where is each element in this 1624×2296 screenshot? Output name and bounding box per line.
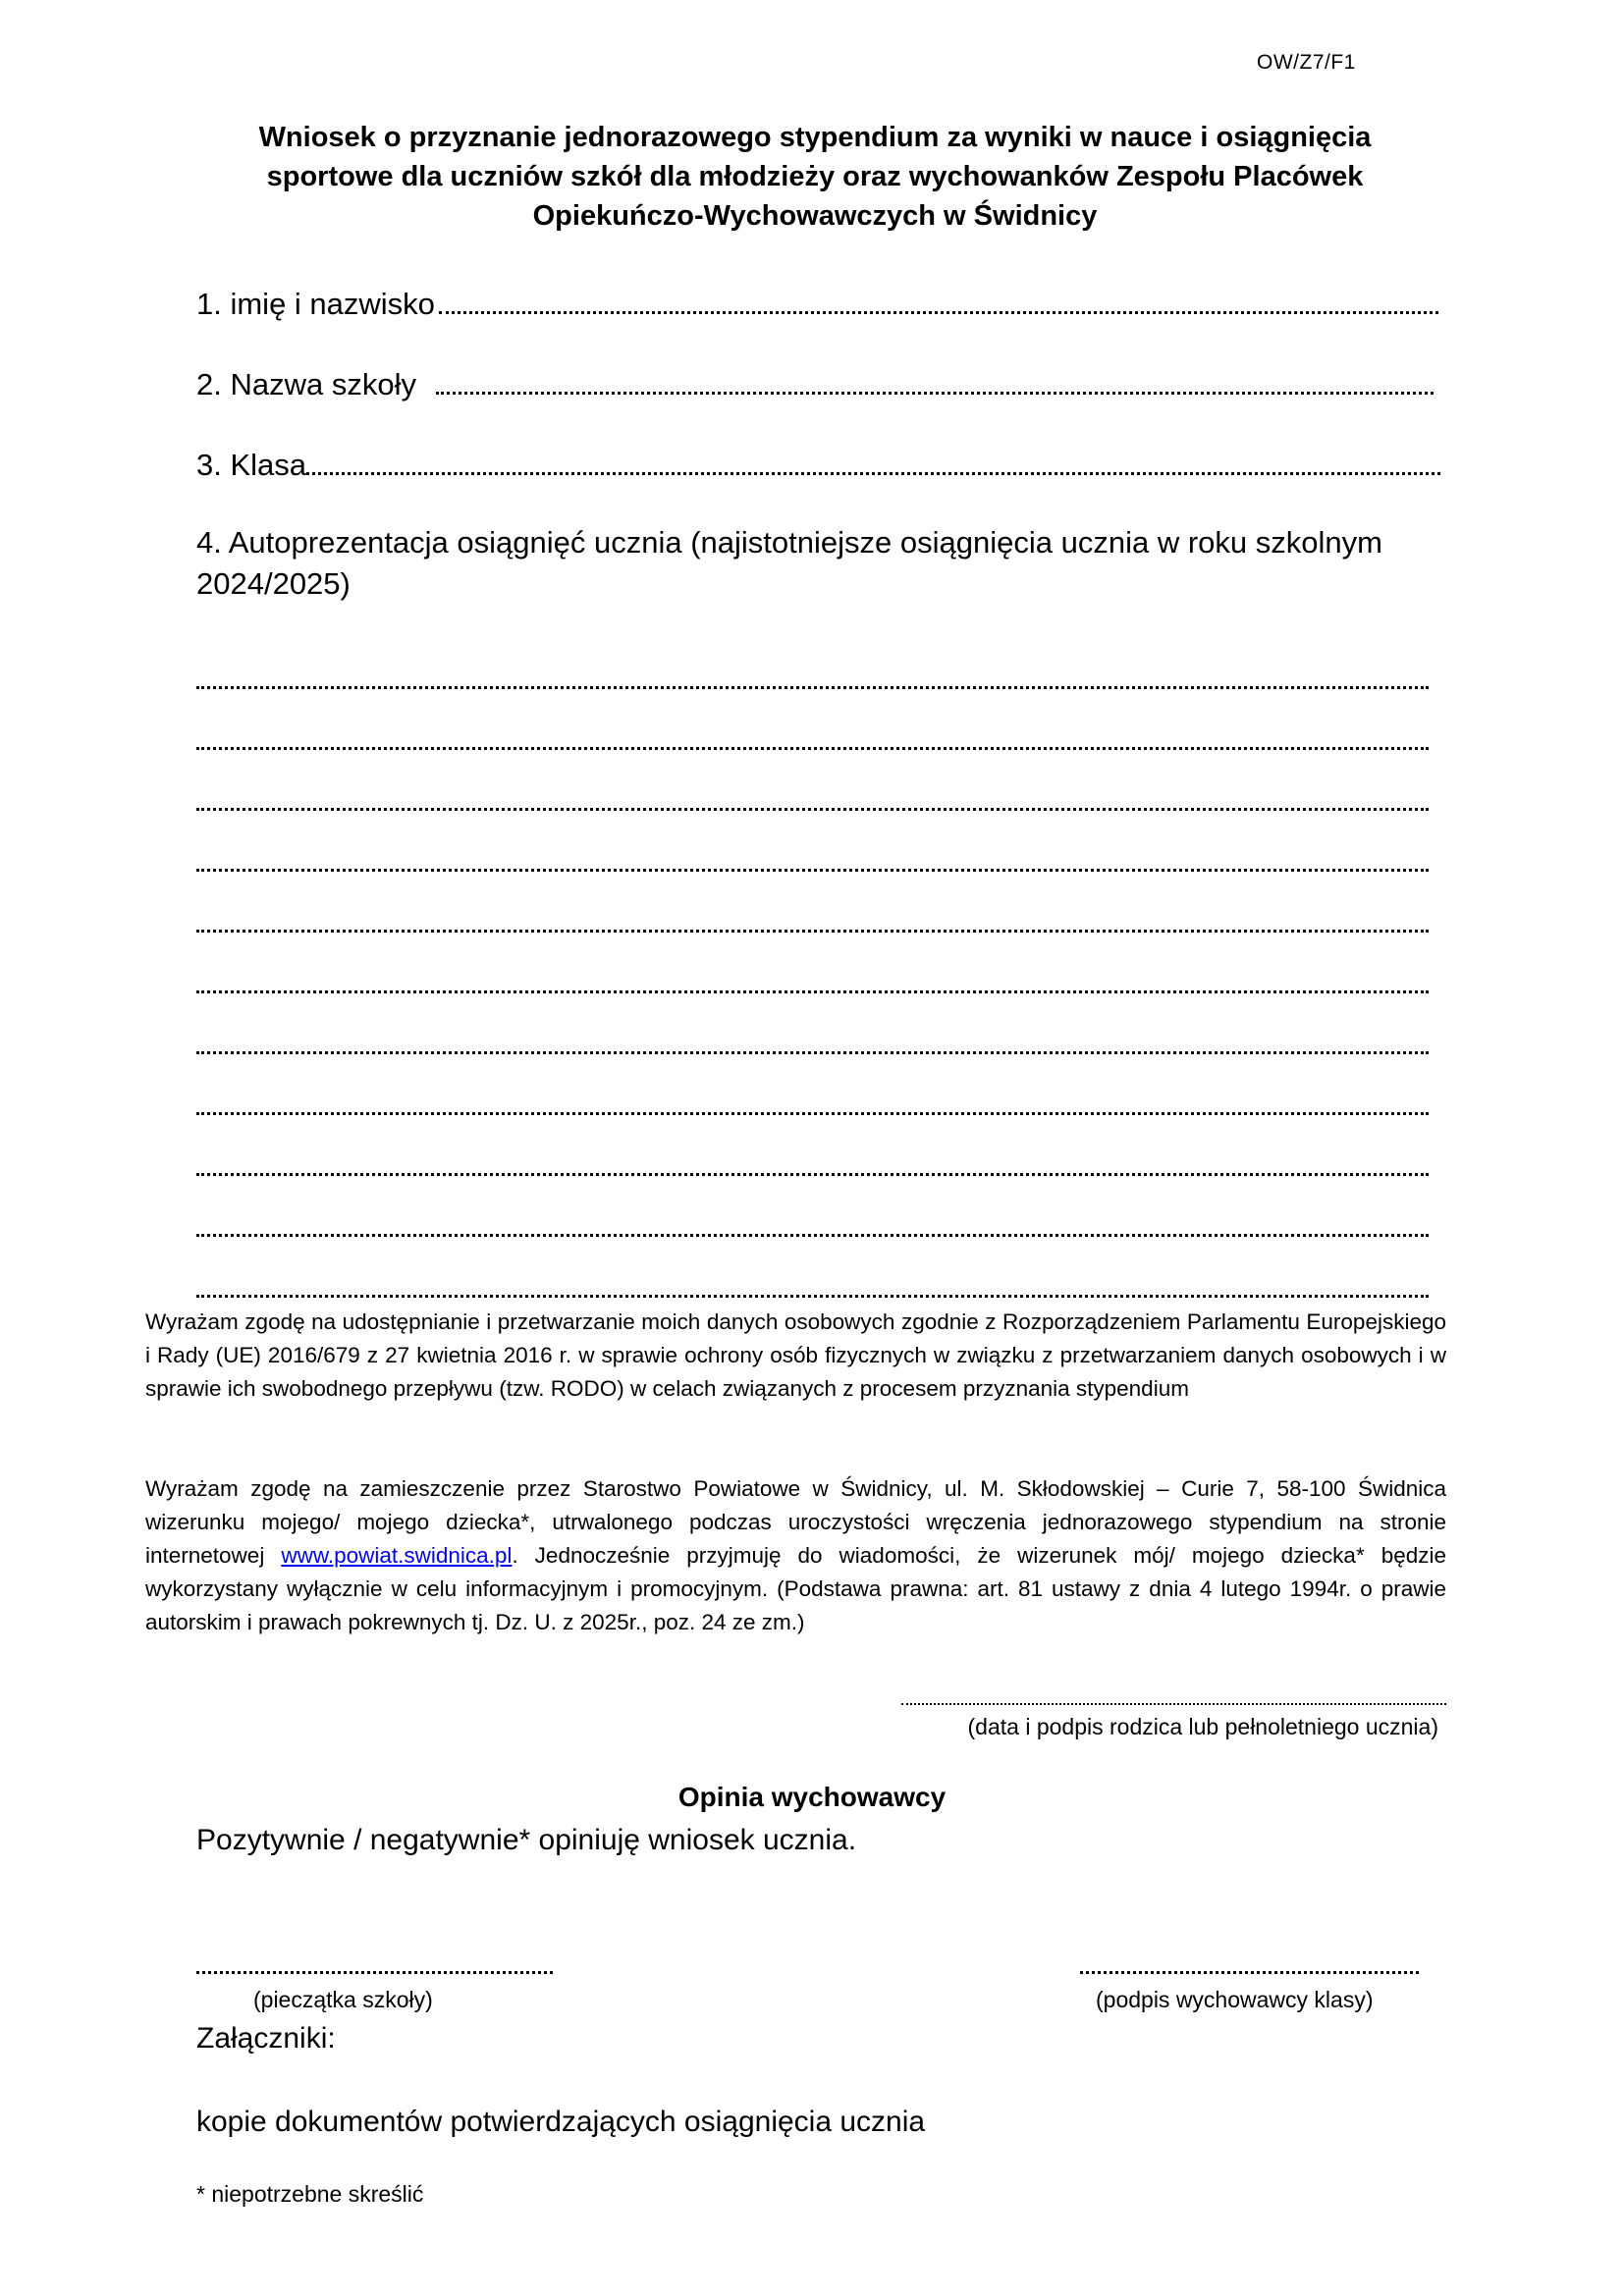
school-stamp-line[interactable] bbox=[196, 1971, 553, 1974]
achievements-line[interactable] bbox=[196, 933, 1429, 993]
achievements-line[interactable] bbox=[196, 1176, 1429, 1237]
opinion-heading: Opinia wychowawcy bbox=[677, 1782, 947, 1812]
achievements-line[interactable] bbox=[196, 872, 1429, 933]
county-website-link[interactable]: www.powiat.swidnica.pl bbox=[281, 1543, 513, 1568]
rodo-consent-paragraph: Wyrażam zgodę na udostępnianie i przetwarzanie moich danych osobowych zgodnie z Rozporządzeniem Parlamentu Europejskiego i Rady (UE) 2016/679 z 27 kwietnia 2016 r. w sprawie ochrony osób fizycznych w związku z przetwarzaniem danych osobowych i w sprawie ich swobodnego przepływu (tzw. RODO) w celach związanych z procesem przyznania stypendium bbox=[145, 1309, 1446, 1401]
footnote: * niepotrzebne skreślić bbox=[196, 2181, 424, 2207]
class-field-input-line[interactable] bbox=[306, 472, 1440, 475]
school-stamp-caption: (pieczątka szkoły) bbox=[253, 1987, 433, 2012]
achievements-line[interactable] bbox=[196, 628, 1429, 689]
document-title bbox=[196, 118, 1434, 236]
parent-signature-caption: (data i podpis rodzica lub pełnoletniego ucznia) bbox=[967, 1714, 1438, 1739]
school-field-label: 2. Nazwa szkoły bbox=[196, 367, 416, 401]
image-consent-text-1: Wyrażam zgodę na zamieszczenie przez Starostwo Powiatowe w Świdnicy, ul. M. Skłodowskiej – Curie 7, 58-100 Świdnica wizerunku mojego/ mojego dziecka*, utrwalonego podczas uroczystości wręczenia jednorazowego stypendium na stronie internetowej bbox=[145, 1476, 1446, 1568]
form-code: OW/Z7/F1 bbox=[1257, 51, 1356, 74]
attachments-label: Załączniki: bbox=[196, 2022, 336, 2055]
achievements-input-area[interactable] bbox=[196, 628, 1429, 1298]
achievements-line[interactable] bbox=[196, 750, 1429, 811]
opinion-text: Pozytywnie / negatywnie* opiniuję wniosek ucznia. bbox=[196, 1824, 857, 1856]
name-field-label: 1. imię i nazwisko bbox=[196, 287, 435, 321]
title-line-1: Wniosek o przyznanie jednorazowego stypendium za wyniki w nauce i osiągnięcia bbox=[258, 122, 1372, 153]
name-field-input-line[interactable] bbox=[439, 311, 1438, 314]
image-consent-paragraph bbox=[145, 1472, 1446, 1639]
teacher-signature-caption: (podpis wychowawcy klasy) bbox=[1096, 1987, 1374, 2012]
achievements-line[interactable] bbox=[196, 1237, 1429, 1298]
achievements-line[interactable] bbox=[196, 993, 1429, 1054]
class-field-label: 3. Klasa bbox=[196, 448, 307, 482]
achievements-line[interactable] bbox=[196, 1054, 1429, 1115]
school-field-input-line[interactable] bbox=[436, 392, 1434, 395]
parent-signature-line[interactable] bbox=[901, 1703, 1446, 1705]
title-line-2: sportowe dla uczniów szkół dla młodzieży oraz wychowanków Zespołu Placówek bbox=[266, 161, 1364, 192]
title-line-3: Opiekuńczo-Wychowawczych w Świdnicy bbox=[532, 200, 1098, 232]
achievements-line[interactable] bbox=[196, 1115, 1429, 1176]
achievements-field-label: 4. Autoprezentacja osiągnięć ucznia (najistotniejsze osiągnięcia ucznia w roku szkolnym 2024/2025) bbox=[196, 525, 1382, 601]
school-field bbox=[196, 363, 1434, 406]
attachment-item: kopie dokumentów potwierdzających osiągnięcia ucznia bbox=[196, 2106, 926, 2138]
name-field bbox=[196, 283, 1438, 326]
image-consent-text-2: . Jednocześnie przyjmuję do wiadomości, że wizerunek mój/ mojego dziecka* będzie wykorzystany wyłącznie w celu informacyjnym i promocyjnym. (Podstawa prawna: art. 81 ustawy z dnia 4 lutego 1994r. o prawie autorskim i prawach pokrewnych tj. Dz. U. z 2025r., poz. 24 ze zm.) bbox=[145, 1543, 1446, 1634]
teacher-signature-line[interactable] bbox=[1080, 1971, 1419, 1974]
achievements-line[interactable] bbox=[196, 811, 1429, 872]
achievements-line[interactable] bbox=[196, 689, 1429, 750]
class-field bbox=[196, 444, 1440, 487]
